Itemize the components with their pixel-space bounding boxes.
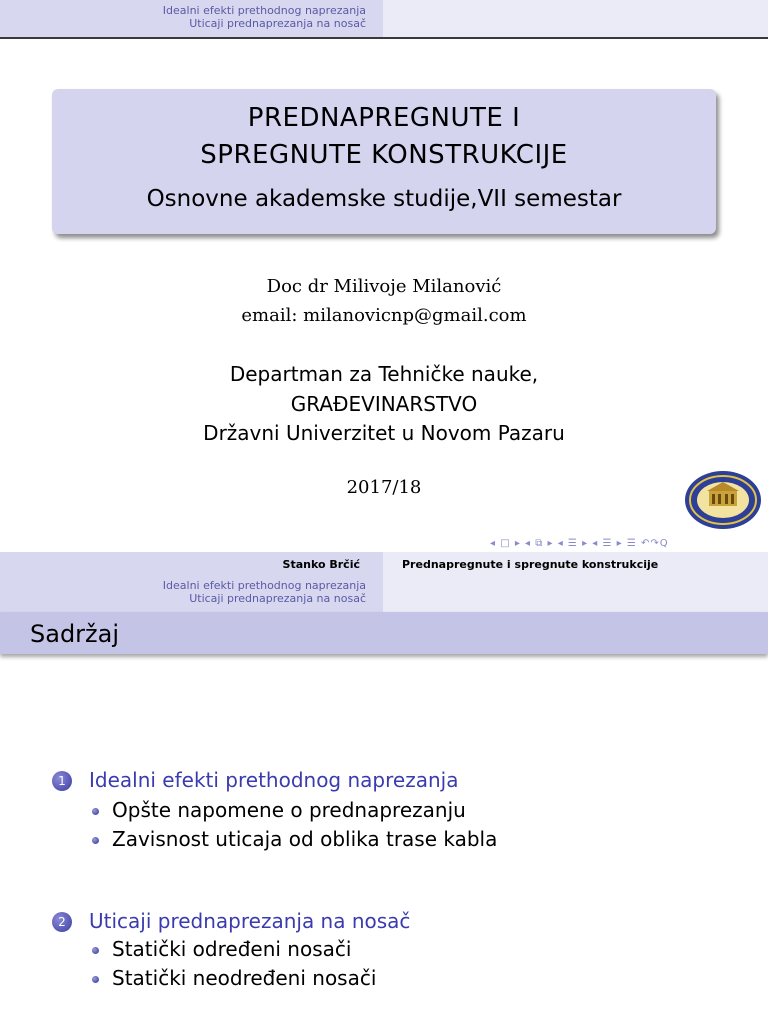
title-line-1: PREDNAPREGNUTE I	[247, 103, 521, 133]
university-logo-icon	[684, 470, 762, 530]
section-number-1: 1	[52, 771, 72, 791]
header-nav-right	[383, 0, 768, 38]
year: 2017/18	[346, 477, 422, 498]
nav2-section-2[interactable]: Uticaji prednaprezanja na nosač	[189, 592, 366, 605]
institute-line-3: Državni Univerzitet u Novom Pazaru	[203, 421, 565, 445]
nav-section-2[interactable]: Uticaji prednaprezanja na nosač	[189, 17, 366, 30]
header2-nav-right	[383, 576, 768, 612]
subsection-item[interactable]: Statički određeni nosači	[112, 937, 352, 961]
header-divider	[0, 37, 768, 39]
section-number-2: 2	[52, 912, 72, 932]
institute-line-1: Departman za Tehničke nauke,	[229, 362, 539, 386]
bullet-icon	[92, 976, 99, 983]
bullet-icon	[92, 837, 99, 844]
author: Doc dr Milivoje Milanović	[266, 276, 502, 297]
subsection-item[interactable]: Zavisnost uticaja od oblika trase kabla	[112, 827, 498, 851]
nav-section-1[interactable]: Idealni efekti prethodnog naprezanja	[162, 4, 366, 17]
subsection-item[interactable]: Opšte napomene o prednaprezanju	[112, 798, 466, 822]
section-title-2[interactable]: Uticaji prednaprezanja na nosač	[89, 909, 411, 933]
email: email: milanovicnp@gmail.com	[241, 305, 527, 326]
footer-title: Prednapregnute i spregnute konstrukcije	[402, 558, 659, 571]
nav2-section-1[interactable]: Idealni efekti prethodnog naprezanja	[162, 579, 366, 592]
footer-author: Stanko Brčić	[282, 558, 360, 571]
bullet-icon	[92, 808, 99, 815]
frame-title: Sadržaj	[30, 620, 120, 648]
section-title-1[interactable]: Idealni efekti prethodnog naprezanja	[89, 768, 459, 792]
bullet-icon	[92, 947, 99, 954]
subsection-item[interactable]: Statički neodređeni nosači	[112, 966, 377, 990]
subtitle: Osnovne akademske studije,VII semestar	[146, 186, 622, 212]
institute-line-2: GRAĐEVINARSTVO	[290, 392, 478, 416]
beamer-navigation-icons[interactable]: ◂ □ ▸ ◂ ⧉ ▸ ◂ ☰ ▸ ◂ ☰ ▸ ☰ ↶↷Q	[490, 538, 669, 549]
title-line-2: SPREGNUTE KONSTRUKCIJE	[200, 140, 568, 170]
